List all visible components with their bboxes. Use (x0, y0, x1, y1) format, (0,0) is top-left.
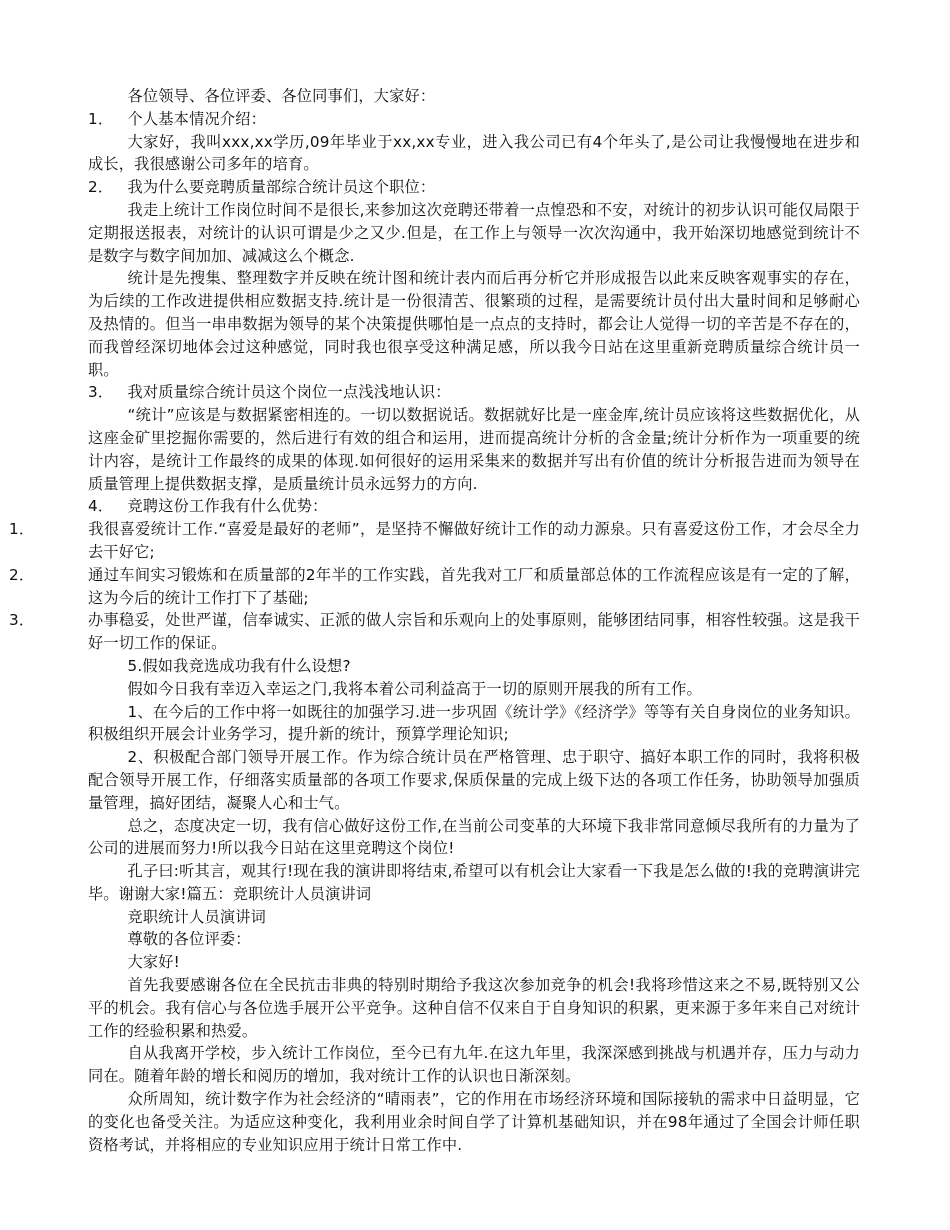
speech-title: 竞职统计人员演讲词 (127, 907, 267, 926)
section-number: 3． (88, 383, 114, 402)
list-item-text: 我很喜爱统计工作.“喜爱是最好的老师”，是坚持不懈做好统计工作的动力源泉。只有喜爱这份工作，才会尽全力去干好它; (88, 520, 860, 561)
paragraph: 自从我离开学校，步入统计工作岗位，至今已有九年.在这九年里，我深深感到挑战与机遇并存，压力与动力同在。随着年龄的增长和阅历的增加，我对统计工作的认识也日渐深刻。 (88, 1044, 860, 1086)
paragraph: 孔子曰:听其言，观其行!现在我的演讲即将结束,希望可以有机会让大家看一下我是怎么做的!我的竞聘演讲完毕。谢谢大家!篇五：竞职统计人员演讲词 (88, 862, 860, 903)
paragraph: 我走上统计工作岗位时间不是很长,来参加这次竞聘还带着一点惶恐和不安，对统计的初步认识可能仅局限于定期报送报表，对统计的认识可谓是少之又少.但是，在工作上与领导一次次沟通中，我开始深切地感觉到统计不是数字与数字间加加、减减这么个概念. (88, 200, 860, 265)
list-item (8, 564, 860, 610)
paragraph: 大家好，我叫xxx,xx学历,09年毕业于xx,xx专业，进入我公司已有4个年头了,是公司让我慢慢地在进步和成长，我很感谢公司多年的培育。 (88, 132, 860, 174)
paragraph: 1、在今后的工作中将一如既往的加强学习.进一步巩固《统计学》《经济学》等等有关自身岗位的业务知识。积极组织开展会计业务学习，提升新的统计，预算学理论知识; (88, 702, 860, 744)
section-heading-2 (88, 176, 860, 199)
section-title: 我为什么要竞聘质量部综合统计员这个职位： (127, 178, 436, 197)
section-title: 竞聘这份工作我有什么优势： (127, 497, 328, 516)
list-item-text: 通过车间实习锻炼和在质量部的2年半的工作实践，首先我对工厂和质量部总体的工作流程应该是有一定的了解，这为今后的统计工作打下了基础; (88, 565, 860, 607)
document-body (8, 85, 860, 1156)
greeting: 大家好! (127, 953, 180, 972)
paragraph: “统计”应该是与数据紧密相连的。一切以数据说话。数据就好比是一座金库,统计员应该将这些数据优化，从这座金矿里挖掘你需要的，然后进行有效的组合和运用，进而提高统计分析的含金量;统计分析作为一项重要的统计内容，是统计工作最终的成果的体现.如何很好的运用采集来的数据并写出有价值的统计分析报告进而为领导在质量管理上提供数据支撑，是质量统计员永远努力的方向. (88, 406, 860, 493)
paragraph: 众所周知，统计数字作为社会经济的“晴雨表”，它的作用在市场经济环境和国际接轨的需求中日益明显，它的变化也备受关注。为适应这种变化，我利用业余时间自学了计算机基础知识，并在98年通过了全国会计师任职资格考试，并将相应的专业知识应用于统计日常工作中. (88, 1090, 860, 1154)
list-item-text: 办事稳妥，处世严谨，信奉诚实、正派的做人宗旨和乐观向上的处事原则，能够团结同事，相容性较强。这是我干好一切工作的保证。 (88, 611, 860, 653)
paragraph: 假如今日我有幸迈入幸运之门,我将本着公司利益高于一切的原则开展我的所有工作。 (127, 679, 702, 698)
paragraph: 统计是先搜集、整理数字并反映在统计图和统计表内而后再分析它并形成报告以此来反映客观事实的存在，为后续的工作改进提供相应数据支持.统计是一份很清苦、很繁琐的过程，是需要统计员付出大量时间和足够耐心及热情的。但当一串串数据为领导的某个决策提供哪怕是一点点的支持时，都会让人觉得一切的辛苦是不存在的，而我曾经深切地体会过这种感觉，同时我也很享受这种满足感，所以我今日站在这里重新竞聘质量综合统计员一职。 (88, 269, 860, 379)
list-number: 3． (8, 611, 35, 630)
list-item (8, 518, 860, 564)
section-heading-3 (88, 381, 860, 404)
section-number: 4． (88, 497, 114, 516)
paragraph: 首先我要感谢各位在全民抗击非典的特别时期给予我这次参加竞争的机会!我将珍惜这来之不易,既特别又公平的机会。我有信心与各位选手展开公平竞争。这种自信不仅来自于自身知识的积累，更来源于多年来自己对统计工作的经验积累和热爱。 (88, 976, 860, 1040)
section-heading-4 (88, 495, 860, 518)
section-title: 个人基本情况介绍： (127, 109, 267, 128)
section-number: 1． (88, 109, 114, 128)
section-heading-5: 5.假如我竞选成功我有什么设想? (127, 656, 351, 675)
paragraph: 总之，态度决定一切，我有信心做好这份工作,在当前公司变革的大环境下我非常同意倾尽我所有的力量为了公司的进展而努力!所以我今日站在这里竞聘这个岗位! (88, 816, 860, 858)
paragraph: 2、积极配合部门领导开展工作。作为综合统计员在严格管理、忠于职守、搞好本职工作的同时，我将积极配合领导开展工作，仔细落实质量部的各项工作要求,保质保量的完成上级下达的各项工作任务，协助领导加强质量管理，搞好团结，凝聚人心和士气。 (88, 748, 860, 812)
list-number: 1． (8, 520, 35, 539)
list-item (8, 609, 860, 655)
greeting-paragraph: 各位领导、各位评委、各位同事们，大家好： (127, 87, 436, 105)
list-number: 2． (8, 565, 35, 584)
section-heading-1 (88, 108, 860, 131)
section-number: 2． (88, 178, 114, 197)
salutation: 尊敬的各位评委： (127, 930, 251, 949)
section-title: 我对质量综合统计员这个岗位一点浅浅地认识： (127, 383, 451, 402)
